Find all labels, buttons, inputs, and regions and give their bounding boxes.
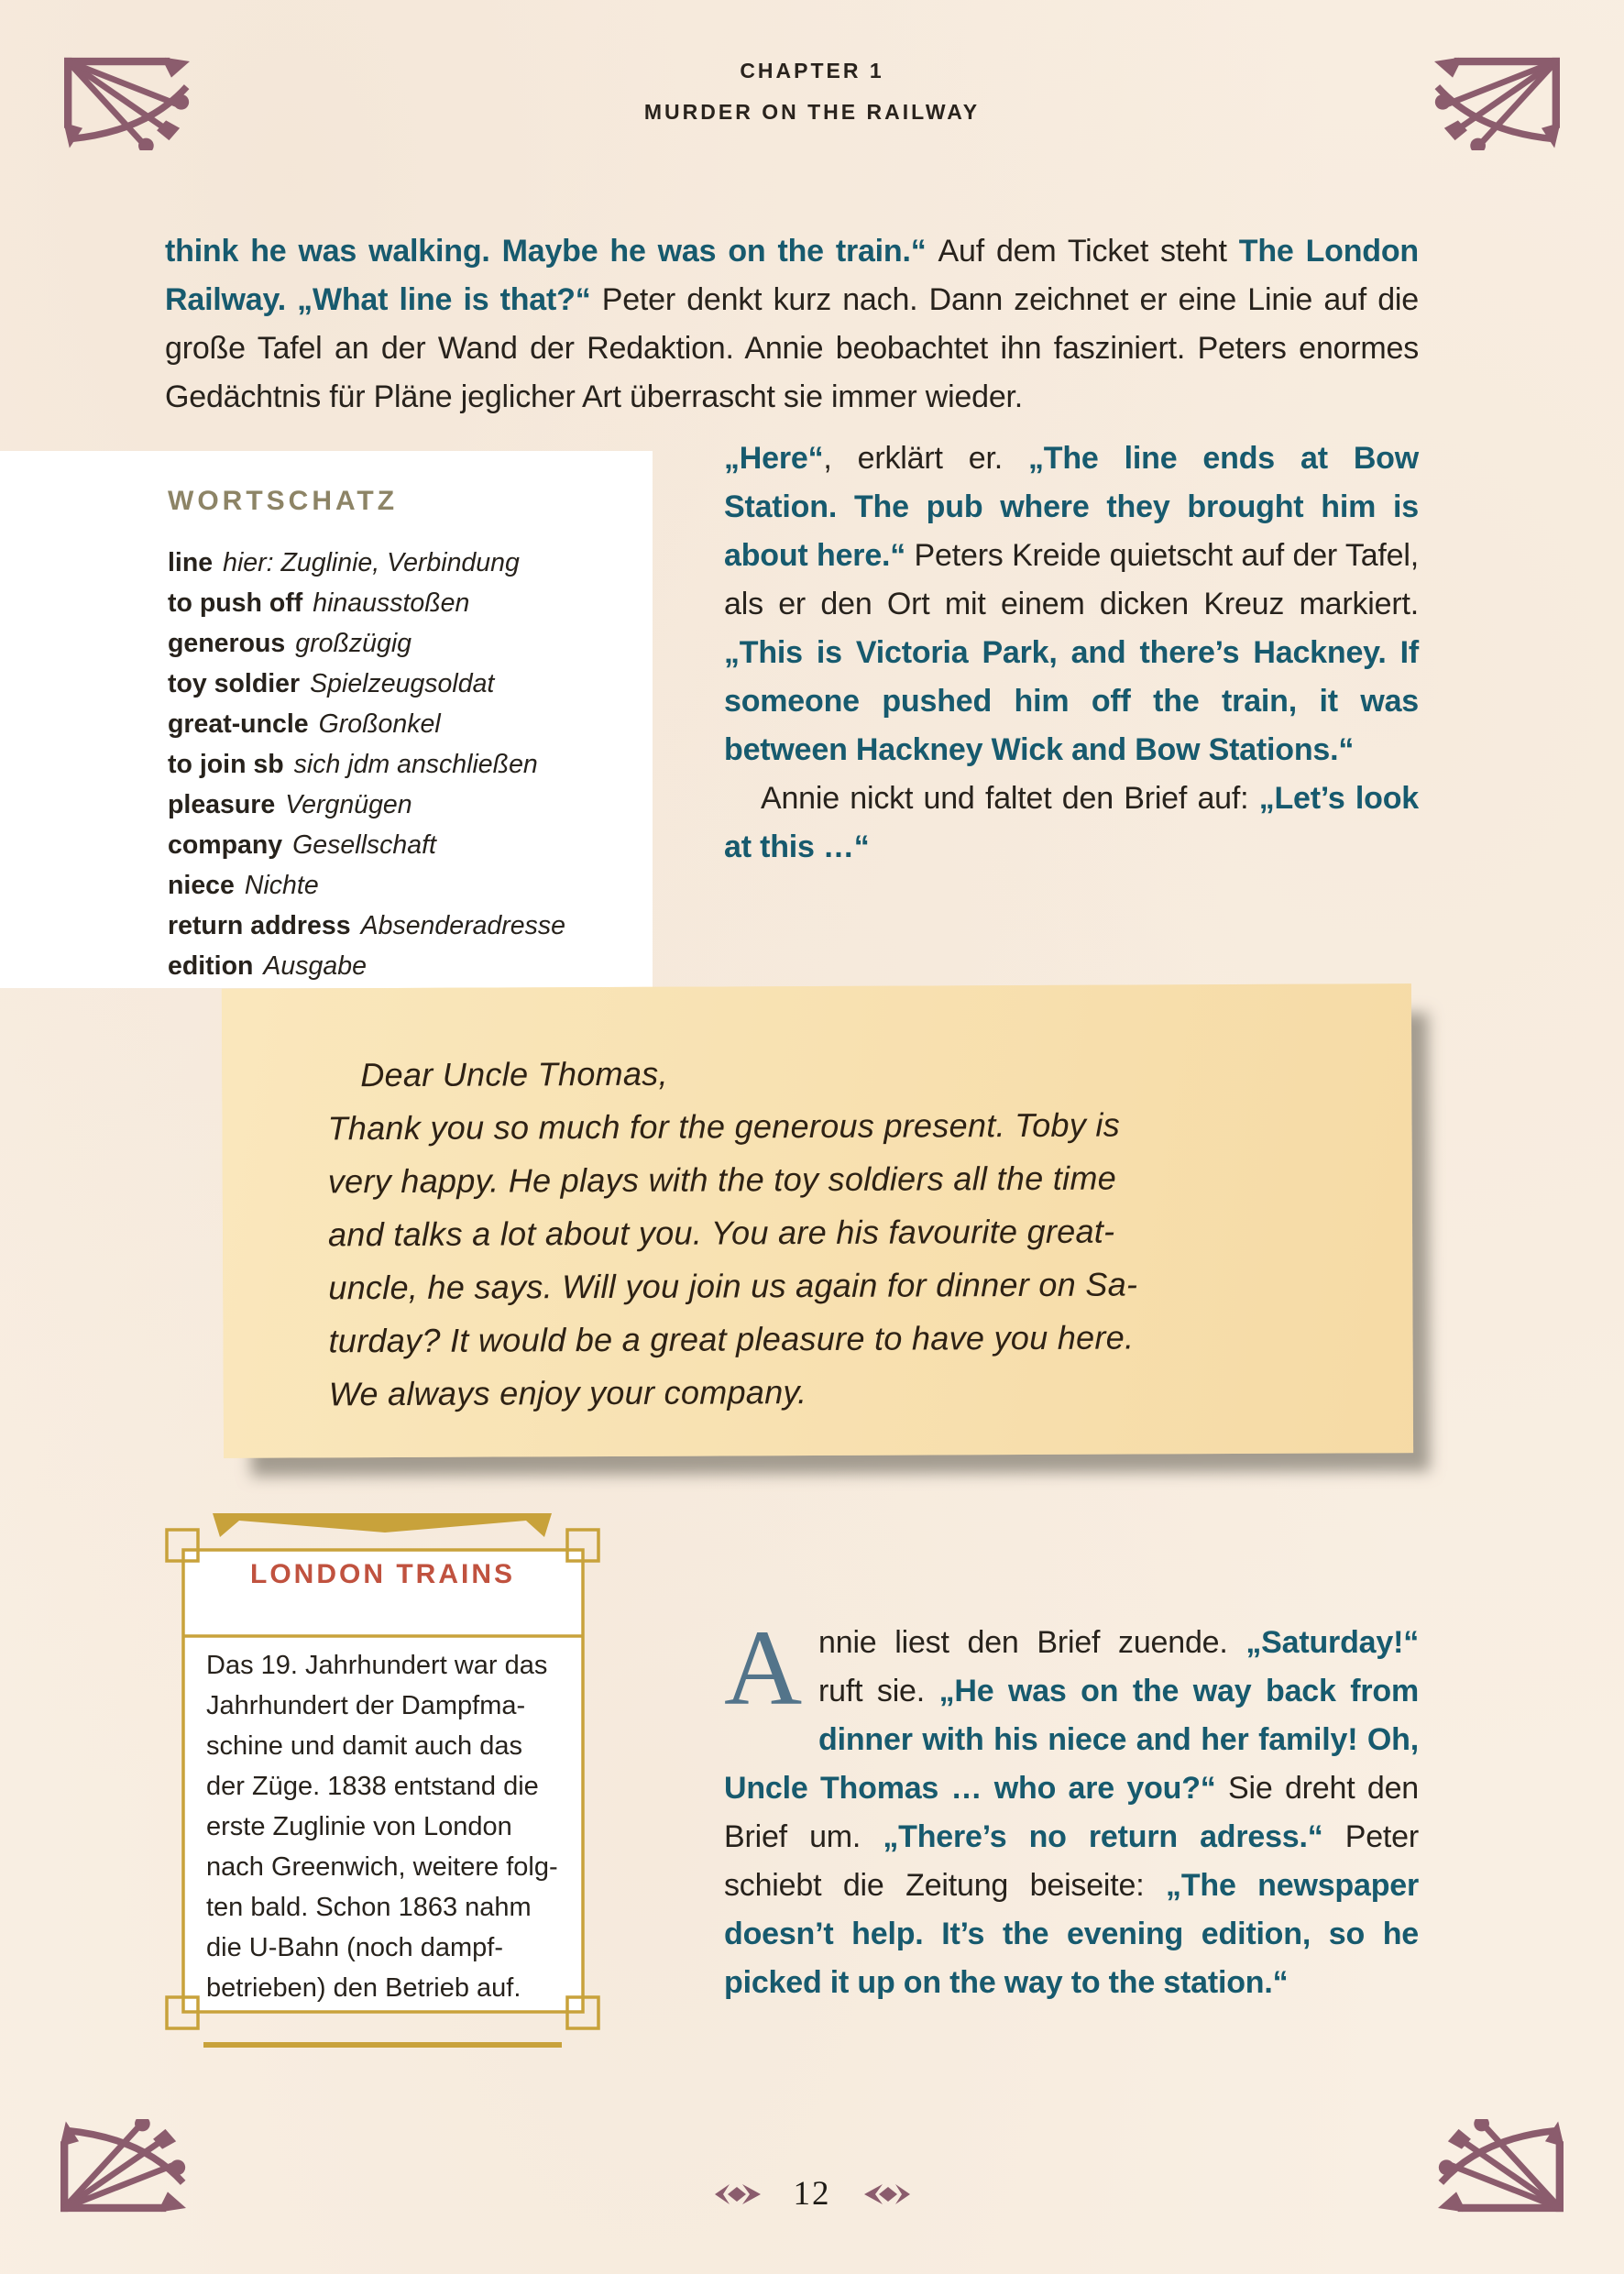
story-paragraph xyxy=(724,434,1419,774)
text-line: ten bald. Schon 1863 nahm xyxy=(206,1893,532,1922)
chapter-kicker: CHAPTER 1 xyxy=(740,59,884,82)
vocab-translation: Gesellschaft xyxy=(292,830,436,860)
text-segment-en: „There’s no return adress.“ xyxy=(883,1819,1345,1854)
story-column-top xyxy=(724,434,1419,872)
story-paragraph xyxy=(724,774,1419,872)
infobox-title: LONDON TRAINS xyxy=(250,1559,515,1589)
text-line: schine und damit auch das xyxy=(206,1731,522,1761)
text-segment-de: Peters Kreide quietscht auf der Tafel, als er den Ort mit einem dicken Kreuz markiert. xyxy=(724,538,1419,621)
text-segment-de: Peter schiebt die Zeitung beiseite: xyxy=(724,1819,1419,1903)
infobox-text xyxy=(206,1645,568,2008)
chapter-title: MURDER ON THE RAILWAY xyxy=(643,100,981,124)
text-segment-de: Auf dem Ticket steht xyxy=(938,234,1239,269)
vocab-entry xyxy=(168,825,640,865)
arrow-right-icon xyxy=(715,2182,761,2206)
vocab-entry xyxy=(168,785,640,825)
text-line: die U-Bahn (noch dampf- xyxy=(206,1933,503,1962)
vocab-translation: Vergnügen xyxy=(285,790,412,819)
vocab-entry xyxy=(168,623,640,664)
vocab-term: toy soldier xyxy=(168,669,301,698)
vocab-entry xyxy=(168,865,640,906)
text-segment-en: „The line ends at Bow Station. The pub where they brought him is about here.“ xyxy=(724,441,1419,573)
text-line: Dear Uncle Thomas, xyxy=(360,1054,668,1094)
vocab-translation: Großonkel xyxy=(318,709,441,739)
vocab-list xyxy=(168,543,640,986)
vocab-term: generous xyxy=(168,629,286,658)
vocab-term: company xyxy=(168,830,283,860)
text-segment-de: Peter denkt kurz nach. Dann zeichnet er eine Linie auf die große Tafel an der Wand der Redaktion. Annie beobachtet ihn fasziniert. Peters enormes Gedächtnis für Pläne jeglicher Art überrascht sie immer wieder. xyxy=(165,282,1419,414)
text-line: We always enjoy your company. xyxy=(328,1373,807,1413)
text-line: Das 19. Jahrhundert war das xyxy=(206,1651,548,1680)
vocab-translation: hier: Zuglinie, Verbindung xyxy=(223,548,520,577)
text-line: betrieben) den Betrieb auf. xyxy=(206,1973,521,2003)
vocab-entry xyxy=(168,906,640,946)
text-segment-de: , erklärt er. xyxy=(823,441,1028,476)
story-paragraph xyxy=(724,1608,1419,2007)
intro-paragraph xyxy=(165,227,1419,422)
london-trains-box xyxy=(156,1508,609,2067)
text-segment-de: Annie nickt und faltet den Brief auf: xyxy=(761,781,1259,816)
text-segment-de: nnie liest den Brief zuende. xyxy=(818,1625,1246,1660)
text-segment-en: „Here“ xyxy=(724,441,824,476)
vocab-translation: Absenderadresse xyxy=(360,911,565,940)
banner-ribbon-icon xyxy=(213,1513,552,1537)
vocab-translation: Ausgabe xyxy=(263,951,367,981)
vocab-entry xyxy=(168,543,640,583)
text-segment-en: The London Railway. „What line is that?“ xyxy=(165,234,1419,317)
text-segment-en: „He was on the way back from dinner with his niece and her family! Oh, Uncle Thomas … who are you?“ xyxy=(724,1674,1419,1806)
text-segment-de: Sie dreht den Brief um. xyxy=(724,1771,1419,1854)
page-footer xyxy=(0,2174,1624,2214)
text-segment-en: „The newspaper doesn’t help. It’s the evening edition, so he picked it up on the way to the station.“ xyxy=(724,1868,1419,2000)
wortschatz-heading: WORTSCHATZ xyxy=(168,486,399,516)
vocab-entry xyxy=(168,704,640,744)
vocab-translation: hinausstoßen xyxy=(313,588,470,618)
vocab-term: line xyxy=(168,548,214,577)
vocab-translation: Nichte xyxy=(244,871,319,900)
vocab-term: edition xyxy=(168,951,254,981)
vocab-translation: sich jdm anschließen xyxy=(293,750,538,779)
vocab-entry xyxy=(168,583,640,623)
vocab-entry xyxy=(168,664,640,704)
drop-cap: A xyxy=(724,1608,803,1728)
vocab-term: to join sb xyxy=(168,750,284,779)
text-line: and talks a lot about you. You are his favourite great- xyxy=(327,1212,1115,1254)
text-segment-en: „Let’s look at this …“ xyxy=(724,781,1419,864)
text-line: der Züge. 1838 entstand die xyxy=(206,1772,539,1801)
vocab-translation: Spielzeugsoldat xyxy=(310,669,495,698)
text-line: Jahrhundert der Dampfma- xyxy=(206,1691,526,1720)
chapter-header xyxy=(0,59,1624,125)
vocab-term: pleasure xyxy=(168,790,276,819)
story-column-bottom xyxy=(724,1608,1419,2007)
text-line: erste Zuglinie von London xyxy=(206,1812,512,1841)
letter-text xyxy=(327,1045,1337,1422)
arrow-left-icon xyxy=(864,2182,910,2206)
text-line: Thank you so much for the generous present. Toby is xyxy=(327,1105,1121,1148)
vocab-term: niece xyxy=(168,871,235,900)
vocab-term: great-uncle xyxy=(168,709,309,739)
text-line: turday? It would be a great pleasure to have you here. xyxy=(328,1318,1135,1360)
wortschatz-box xyxy=(0,451,653,988)
text-segment-en: think he was walking. Maybe he was on the train.“ xyxy=(165,234,938,269)
vocab-translation: großzügig xyxy=(295,629,412,658)
page-number: 12 xyxy=(793,2175,831,2213)
text-line: very happy. He plays with the toy soldiers all the time xyxy=(327,1159,1117,1201)
text-segment-en: „Saturday!“ xyxy=(1245,1625,1419,1660)
text-segment-en: „This is Victoria Park, and there’s Hackney. If someone pushed him off the train, it was between Hackney Wick and Bow Stations.“ xyxy=(724,635,1419,767)
text-line: uncle, he says. Will you join us again for dinner on Sa- xyxy=(328,1265,1138,1307)
text-line: nach Greenwich, weitere folg- xyxy=(206,1852,558,1882)
text-segment-de: ruft sie. xyxy=(818,1674,939,1708)
story-text xyxy=(724,1608,1419,2000)
vocab-entry xyxy=(168,744,640,785)
vocab-term: return address xyxy=(168,911,351,940)
handwritten-letter xyxy=(222,983,1413,1458)
vocab-term: to push off xyxy=(168,588,303,618)
vocab-entry xyxy=(168,946,640,986)
